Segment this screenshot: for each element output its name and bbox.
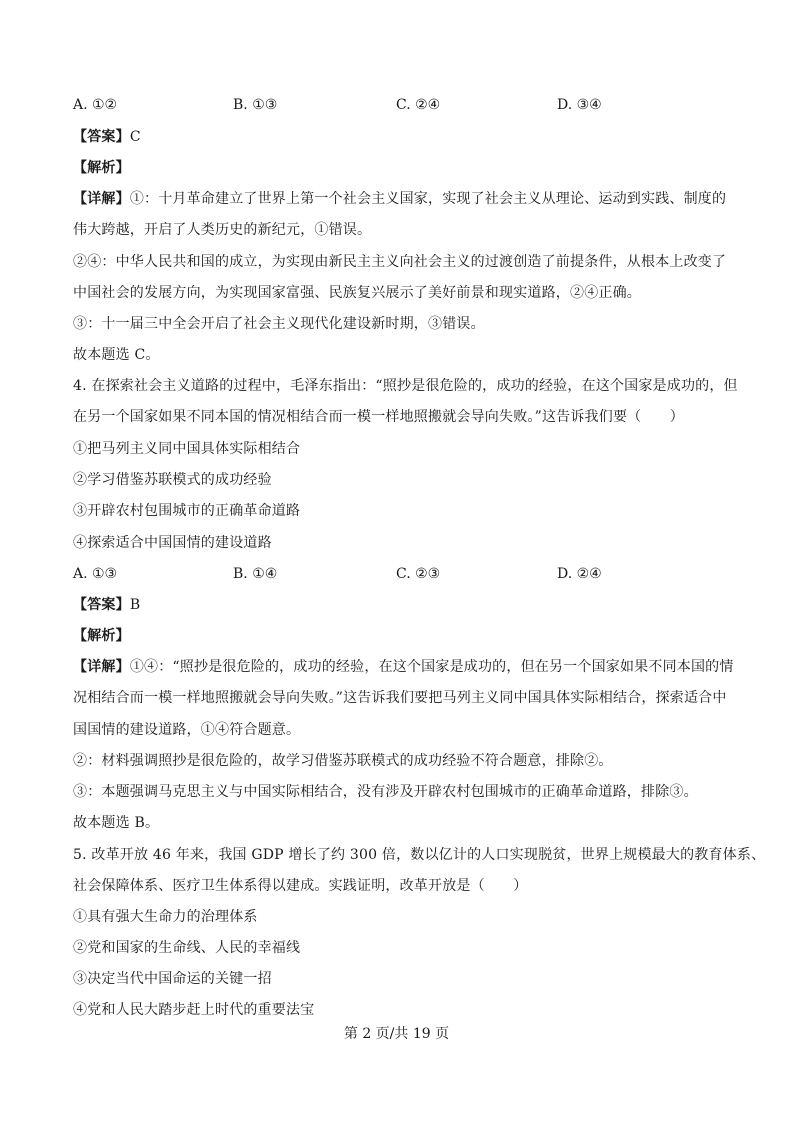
q3-detail-text-1: ①：十月革命建立了世界上第一个社会主义国家，实现了社会主义从理论、运动到实践、制度的: [129, 191, 727, 207]
q4-option-a: A. ①③: [73, 566, 118, 582]
q5-item-1: ①具有强大生命力的治理体系: [73, 909, 258, 925]
page-footer: 第 2 页/共 19 页: [343, 1026, 450, 1042]
q5-item-2: ②党和国家的生命线、人民的幸福线: [73, 940, 301, 956]
q3-detail-line-4: 中国社会的发展方向，为实现国家富强、民族复兴展示了美好前景和现实道路，②④正确。: [73, 285, 641, 301]
q4-detail-line-4: ②：材料强调照抄是很危险的，故学习借鉴苏联模式的成功经验不符合题意，排除②。: [73, 753, 613, 769]
q4-conclusion: 故本题选 B。: [73, 815, 160, 831]
q5-stem-line-1: 5. 改革开放 46 年来，我国 GDP 增长了约 300 倍，数以亿计的人口实现脱贫，世界上规模最大的教育体系、: [73, 847, 766, 863]
q4-detail-label: 【详解】: [73, 659, 130, 675]
q4-item-3: ③开辟农村包围城市的正确革命道路: [73, 503, 301, 519]
q4-detail-line-2: 况相结合而一模一样地照搬就会导向失败。”这告诉我们要把马列主义同中国具体实际相结合，探索适合中: [73, 690, 727, 706]
q4-detail-line-3: 国国情的建设道路，①④符合题意。: [73, 722, 301, 738]
q5-stem-line-2: 社会保障体系、医疗卫生体系得以建成。实践证明，改革开放是（ ）: [73, 878, 528, 894]
q3-analysis-label: 【解析】: [73, 160, 130, 176]
q5-item-3: ③决定当代中国命运的关键一招: [73, 971, 272, 987]
q3-option-d: D. ③④: [557, 97, 602, 113]
q3-answer-label: 【答案】: [73, 129, 130, 145]
q3-detail-line-1: [73, 189, 726, 209]
q4-option-d: D. ②④: [557, 566, 602, 582]
q4-detail-line-1: [73, 657, 734, 677]
q4-item-1: ①把马列主义同中国具体实际相结合: [73, 441, 301, 457]
q3-option-a: A. ①②: [73, 97, 118, 113]
q3-detail-line-5: ③：十一届三中全会开启了社会主义现代化建设新时期，③错误。: [73, 316, 485, 332]
q3-answer-value: C: [129, 129, 141, 145]
q4-answer-line: [73, 595, 140, 615]
q4-item-2: ②学习借鉴苏联模式的成功经验: [73, 472, 272, 488]
q4-answer-value: B: [129, 597, 141, 613]
q3-answer-line: [73, 127, 141, 147]
q4-stem-line-2: 在另一个国家如果不同本国的情况相结合而一模一样地照搬就会导向失败。”这告诉我们要（ ）: [73, 409, 684, 425]
q4-analysis-label: 【解析】: [73, 628, 130, 644]
q4-item-4: ④探索适合中国国情的建设道路: [73, 535, 272, 551]
q4-stem-line-1: 4. 在探索社会主义道路的过程中，毛泽东指出：“照抄是很危险的，成功的经验，在这个国家是成功的，但: [73, 378, 738, 394]
q3-conclusion: 故本题选 C。: [73, 347, 160, 363]
q4-detail-line-5: ③：本题强调马克思主义与中国实际相结合，没有涉及开辟农村包围城市的正确革命道路，排除③。: [73, 784, 698, 800]
q5-item-4: ④党和人民大踏步赶上时代的重要法宝: [73, 1002, 315, 1018]
q3-detail-label: 【详解】: [73, 191, 130, 207]
q4-answer-label: 【答案】: [73, 597, 130, 613]
q4-option-b: B. ①④: [233, 566, 278, 582]
q3-detail-line-2: 伟大跨越，开启了人类历史的新纪元，①错误。: [73, 222, 372, 238]
q3-option-b: B. ①③: [233, 97, 278, 113]
q4-detail-text-1: ①④：“照抄是很危险的，成功的经验，在这个国家是成功的，但在另一个国家如果不同本国的情: [129, 659, 734, 675]
q3-detail-line-3: ②④：中华人民共和国的成立，为实现由新民主主义向社会主义的过渡创造了前提条件，从根本上改变了: [73, 254, 727, 270]
q4-option-c: C. ②③: [396, 566, 441, 582]
q3-option-c: C. ②④: [396, 97, 441, 113]
